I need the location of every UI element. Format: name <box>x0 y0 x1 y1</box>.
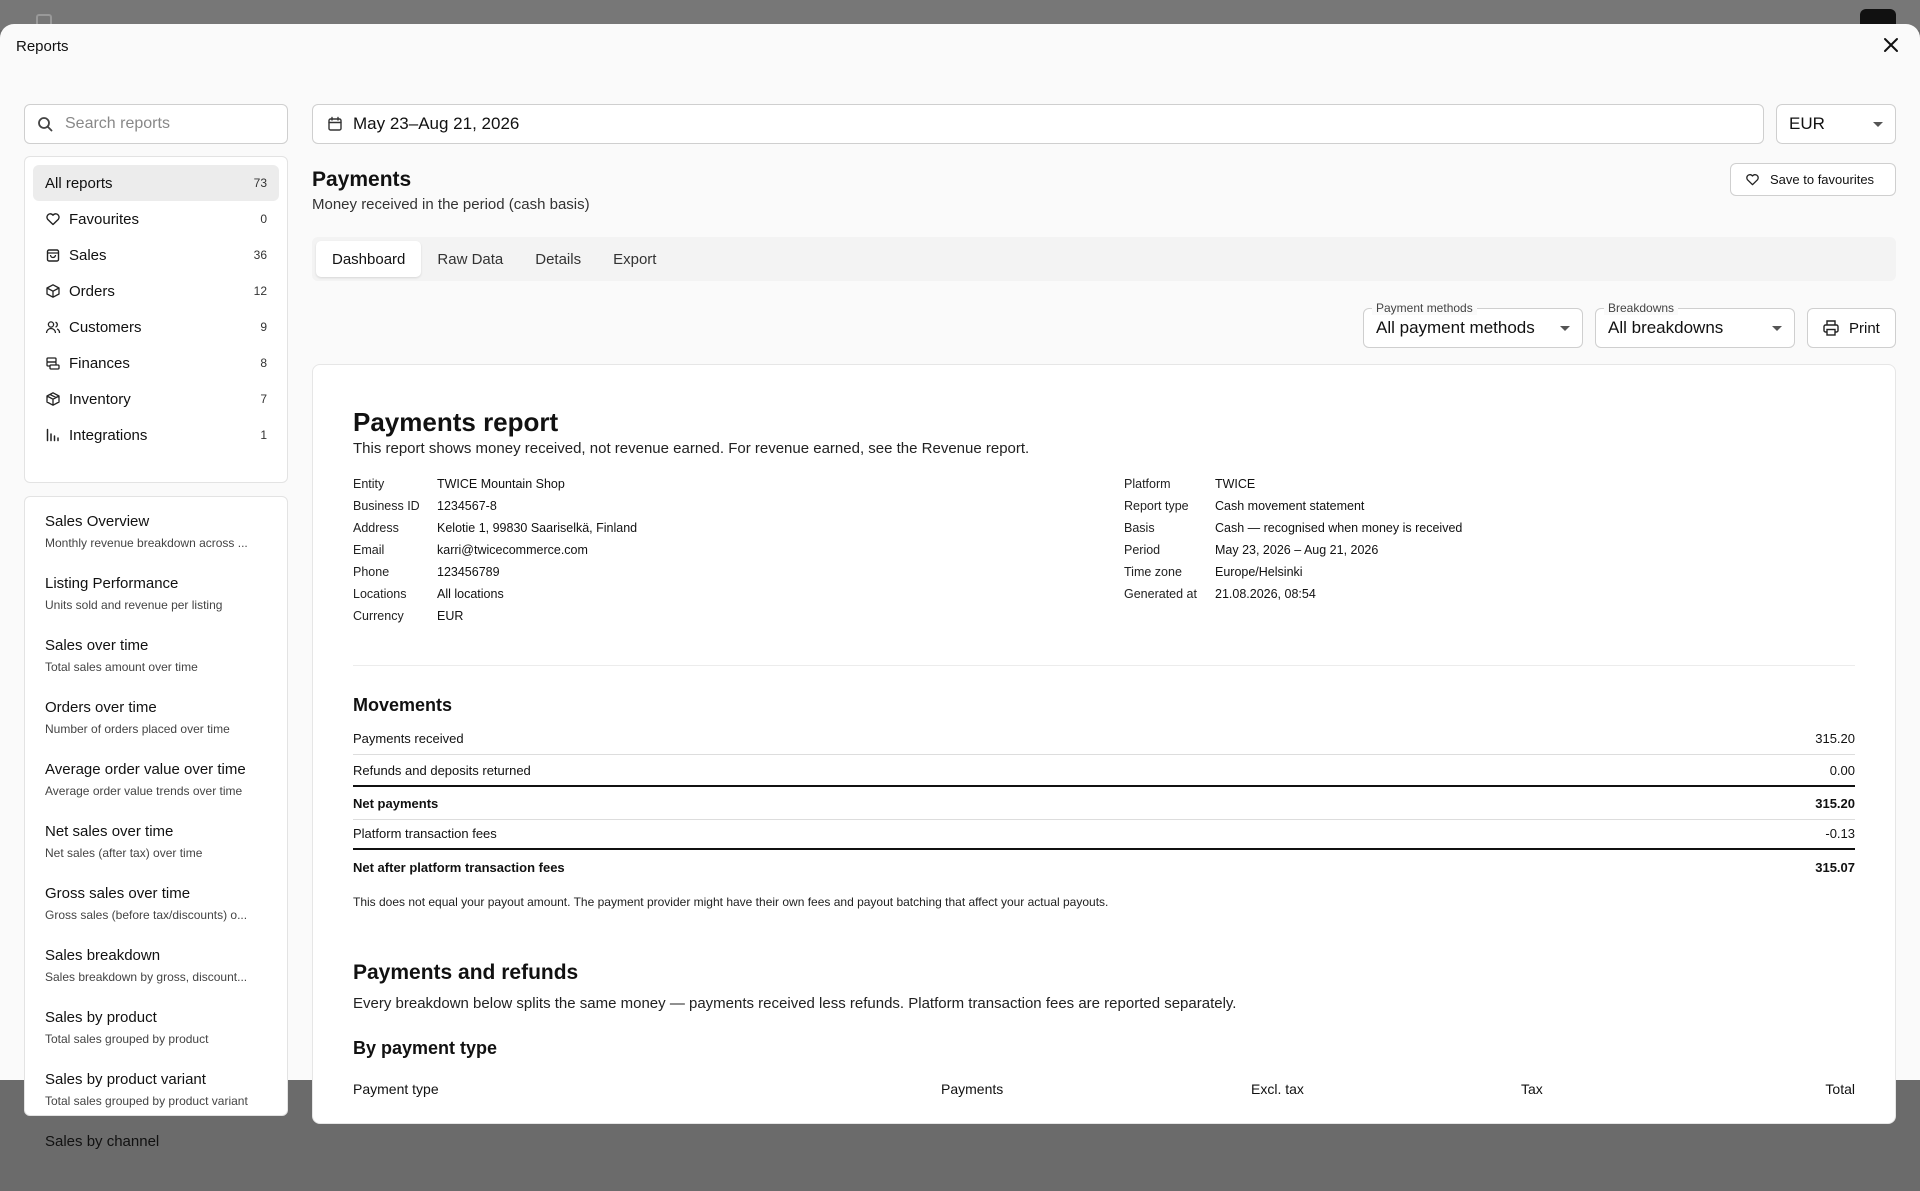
print-label: Print <box>1849 319 1880 337</box>
category-count: 1 <box>260 428 267 442</box>
close-button[interactable] <box>1880 34 1902 56</box>
print-button[interactable] <box>1807 308 1896 348</box>
category-count: 9 <box>260 320 267 334</box>
movement-value: 315.20 <box>1815 731 1855 746</box>
category-count: 7 <box>260 392 267 406</box>
report-item-description: Total sales amount over time <box>45 660 198 674</box>
tab-dashboard[interactable]: Dashboard <box>316 241 421 277</box>
report-item-title: Sales by channel <box>45 1133 160 1150</box>
meta-value: TWICE <box>1215 477 1256 491</box>
movements-note: This does not equal your payout amount. The payment provider might have their own fees and payout batching that affect your actual payouts. <box>353 895 1109 909</box>
movement-value: -0.13 <box>1825 825 1855 841</box>
category-count: 0 <box>260 212 267 226</box>
category-label: Favourites <box>69 210 140 228</box>
meta-row <box>1124 561 1462 583</box>
heart-icon <box>1745 172 1760 187</box>
meta-value: karri@twicecommerce.com <box>437 543 588 557</box>
breakdowns-select[interactable] <box>1595 301 1795 348</box>
meta-value: EUR <box>437 609 464 623</box>
report-item[interactable] <box>25 699 287 757</box>
category-integrations[interactable] <box>33 417 279 453</box>
users-icon <box>45 319 61 335</box>
movement-row <box>353 818 1855 850</box>
report-meta-right <box>1124 473 1462 605</box>
category-all-reports[interactable] <box>33 165 279 201</box>
report-item-description: Number of orders placed over time <box>45 722 230 736</box>
meta-value: All locations <box>437 587 504 601</box>
breakdowns-value: All breakdowns <box>1608 318 1724 337</box>
category-orders[interactable] <box>33 273 279 309</box>
report-item-description: Net sales (after tax) over time <box>45 846 203 860</box>
date-range-value: May 23–Aug 21, 2026 <box>353 114 520 133</box>
report-item-title: Sales Overview <box>45 513 150 530</box>
report-item[interactable] <box>25 513 287 571</box>
search-box <box>24 104 288 144</box>
movement-label: Payments received <box>353 731 464 746</box>
report-item-description: Gross sales (before tax/discounts) o... <box>45 908 248 922</box>
movements-heading: Movements <box>353 695 453 715</box>
category-count: 8 <box>260 356 267 370</box>
bar-chart-icon <box>45 427 61 443</box>
report-item-title: Sales by product variant <box>45 1071 206 1088</box>
payment-methods-value: All payment methods <box>1376 318 1535 337</box>
movement-label: Net after platform transaction fees <box>353 859 565 875</box>
report-item[interactable] <box>25 1009 287 1067</box>
meta-row <box>1124 517 1462 539</box>
report-meta-left <box>353 473 637 627</box>
report-item-description: Total sales grouped by product variant <box>45 1094 248 1108</box>
report-item[interactable] <box>25 885 287 943</box>
save-to-favourites-button[interactable] <box>1730 163 1896 196</box>
table-header-payment-type: Payment type <box>353 1081 439 1097</box>
tab-details[interactable]: Details <box>535 250 582 268</box>
meta-row <box>1124 473 1462 495</box>
meta-row <box>1124 583 1462 605</box>
search-input[interactable] <box>65 115 265 133</box>
shopping-bag-icon <box>45 247 61 263</box>
meta-value: Cash movement statement <box>1215 499 1365 513</box>
tab-export[interactable]: Export <box>613 250 657 268</box>
page-title: Payments <box>312 168 412 191</box>
tab-raw-data[interactable]: Raw Data <box>437 250 504 268</box>
meta-key: Currency <box>353 609 404 623</box>
report-item-title: Orders over time <box>45 699 157 716</box>
report-item-title: Sales over time <box>45 637 149 654</box>
payments-refunds-heading: Payments and refunds <box>353 961 579 984</box>
meta-key: Entity <box>353 477 385 491</box>
reports-modal <box>0 24 1920 1150</box>
report-panel <box>312 364 1896 1124</box>
meta-value: Cash — recognised when money is received <box>1215 521 1463 535</box>
category-label: Sales <box>69 246 107 264</box>
report-list <box>24 496 288 1150</box>
meta-key: Platform <box>1124 477 1171 491</box>
date-range-picker[interactable] <box>312 104 1764 144</box>
calendar-icon <box>327 116 343 132</box>
meta-key: Business ID <box>353 499 420 513</box>
movement-value: 0.00 <box>1829 762 1855 778</box>
meta-value: May 23, 2026 – Aug 21, 2026 <box>1215 543 1379 557</box>
movement-label: Platform transaction fees <box>353 825 497 841</box>
by-payment-type-heading: By payment type <box>353 1038 498 1058</box>
report-item-description: Monthly revenue breakdown across ... <box>45 536 248 550</box>
meta-key: Period <box>1124 543 1161 557</box>
meta-row <box>353 561 637 583</box>
meta-row <box>353 517 637 539</box>
report-title: Payments report <box>353 407 559 437</box>
meta-row <box>1124 539 1462 561</box>
report-item[interactable] <box>25 947 287 1005</box>
movement-label: Refunds and deposits returned <box>353 762 531 778</box>
category-label: All reports <box>45 174 113 192</box>
report-item-description: Total sales grouped by product <box>45 1032 209 1046</box>
meta-value: TWICE Mountain Shop <box>437 477 565 491</box>
meta-value: 21.08.2026, 08:54 <box>1215 587 1316 601</box>
meta-row <box>353 473 637 495</box>
currency-value: EUR <box>1789 114 1825 133</box>
tab-bar <box>312 237 1896 281</box>
report-item-title: Gross sales over time <box>45 885 191 902</box>
movement-row-total <box>353 788 1855 820</box>
meta-key: Email <box>353 543 385 557</box>
report-item[interactable] <box>25 1133 287 1191</box>
report-item-title: Sales breakdown <box>45 947 161 964</box>
category-customers[interactable] <box>33 309 279 345</box>
coins-icon <box>45 355 61 371</box>
category-label: Orders <box>69 282 115 300</box>
category-count: 73 <box>253 176 267 190</box>
table-header-tax: Tax <box>1521 1081 1543 1097</box>
report-item-title: Listing Performance <box>45 575 179 592</box>
report-item[interactable] <box>25 575 287 633</box>
movement-row <box>353 755 1855 787</box>
heart-icon <box>45 211 61 227</box>
search-icon <box>37 116 53 132</box>
category-inventory[interactable] <box>33 381 279 417</box>
report-item-description: Average order value trends over time <box>45 784 243 798</box>
meta-key: Address <box>353 521 399 535</box>
category-label: Finances <box>69 354 130 372</box>
movement-label: Net payments <box>353 796 439 811</box>
meta-key: Generated at <box>1124 587 1197 601</box>
save-to-favourites-label: Save to favourites <box>1770 172 1875 187</box>
table-header <box>353 1081 1855 1101</box>
category-favourites[interactable] <box>33 201 279 237</box>
table-header-total: Total <box>1825 1081 1855 1097</box>
payment-methods-select[interactable] <box>1363 301 1583 348</box>
report-item-title: Sales by product <box>45 1009 157 1026</box>
meta-key: Report type <box>1124 499 1189 513</box>
category-finances[interactable] <box>33 345 279 381</box>
meta-row <box>353 539 637 561</box>
close-icon <box>1880 34 1902 56</box>
meta-row <box>353 495 637 517</box>
meta-key: Time zone <box>1124 565 1182 579</box>
chevron-down-icon <box>1772 326 1782 331</box>
modal-title: Reports <box>16 38 69 55</box>
category-label: Inventory <box>69 390 131 408</box>
report-subtitle: This report shows money received, not revenue earned. For revenue earned, see the Revenue report. <box>353 440 1030 457</box>
chevron-down-icon <box>1560 326 1570 331</box>
meta-value: Europe/Helsinki <box>1215 565 1303 579</box>
report-item-title: Average order value over time <box>45 761 246 778</box>
report-item-description: Sales breakdown by gross, discount... <box>45 970 248 984</box>
meta-divider <box>353 665 1855 666</box>
breakdowns-legend: Breakdowns <box>1604 301 1678 315</box>
meta-key: Phone <box>353 565 390 579</box>
payments-refunds-description: Every breakdown below splits the same money — payments received less refunds. Platform transaction fees are reported separately. <box>353 995 1237 1012</box>
movement-value: 315.07 <box>1815 859 1855 875</box>
payment-methods-legend: Payment methods <box>1372 301 1477 315</box>
movement-row-total <box>353 851 1855 883</box>
movement-row <box>353 723 1855 755</box>
category-count: 36 <box>253 248 267 262</box>
category-label: Customers <box>69 318 142 336</box>
package-icon <box>45 391 61 407</box>
report-item-description: Units sold and revenue per listing <box>45 598 223 612</box>
meta-row <box>353 605 637 627</box>
meta-value: 1234567-8 <box>437 499 497 513</box>
category-count: 12 <box>253 284 267 298</box>
table-header-excl-tax: Excl. tax <box>1251 1081 1304 1097</box>
report-item[interactable] <box>25 761 287 819</box>
report-item-title: Net sales over time <box>45 823 174 840</box>
box-icon <box>45 283 61 299</box>
movement-value: 315.20 <box>1815 796 1855 811</box>
meta-row <box>1124 495 1462 517</box>
category-list <box>24 156 288 483</box>
page-subtitle: Money received in the period (cash basis) <box>312 196 590 213</box>
meta-row <box>353 583 637 605</box>
meta-value: 123456789 <box>437 565 500 579</box>
report-item[interactable] <box>25 637 287 695</box>
chevron-down-icon <box>1873 122 1883 127</box>
category-label: Integrations <box>69 426 148 444</box>
meta-key: Basis <box>1124 521 1155 535</box>
category-sales[interactable] <box>33 237 279 273</box>
table-header-payments: Payments <box>941 1081 1004 1097</box>
currency-select[interactable] <box>1776 104 1896 144</box>
report-item[interactable] <box>25 823 287 881</box>
meta-value: Kelotie 1, 99830 Saariselkä, Finland <box>437 521 638 535</box>
printer-icon <box>1822 319 1840 337</box>
meta-key: Locations <box>353 587 407 601</box>
report-item[interactable] <box>25 1071 287 1129</box>
